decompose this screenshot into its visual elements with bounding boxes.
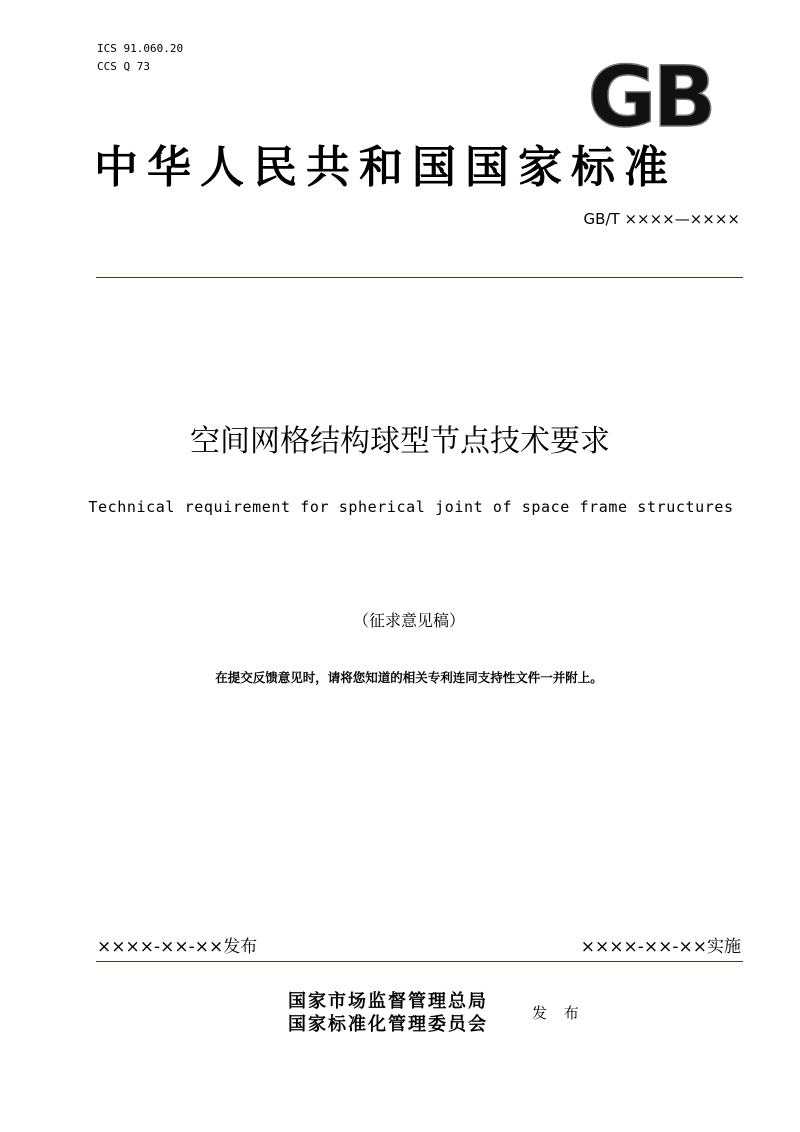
header-divider (96, 277, 743, 278)
patent-notice: 在提交反馈意见时，请将您知道的相关专利连同支持性文件一并附上。 (215, 670, 603, 685)
gb-logo (574, 58, 726, 134)
national-standard-heading: 中华人民共和国国家标准 (94, 142, 677, 193)
draft-label: （征求意见稿） (352, 611, 465, 630)
classification-codes (97, 40, 183, 76)
release-date: ××××-××-××发布 (97, 937, 258, 957)
document-title-cn: 空间网格结构球型节点技术要求 (190, 424, 610, 459)
document-title-en: Technical requirement for spherical joint of space frame structures (88, 498, 734, 516)
gb-logo-text: GB (587, 58, 713, 134)
issuing-authorities (288, 990, 488, 1036)
implement-date: ××××-××-××实施 (580, 937, 741, 957)
ics-code: ICS 91.060.20 (97, 42, 184, 55)
standard-number: GB/T ××××—×××× (583, 210, 740, 228)
footer-divider (96, 961, 743, 962)
issuer-samr: 国家市场监督管理总局 (288, 991, 488, 1012)
ccs-code: CCS Q 73 (97, 60, 150, 73)
publish-label: 发 布 (532, 1004, 585, 1022)
issuer-sac: 国家标准化管理委员会 (288, 1014, 488, 1035)
